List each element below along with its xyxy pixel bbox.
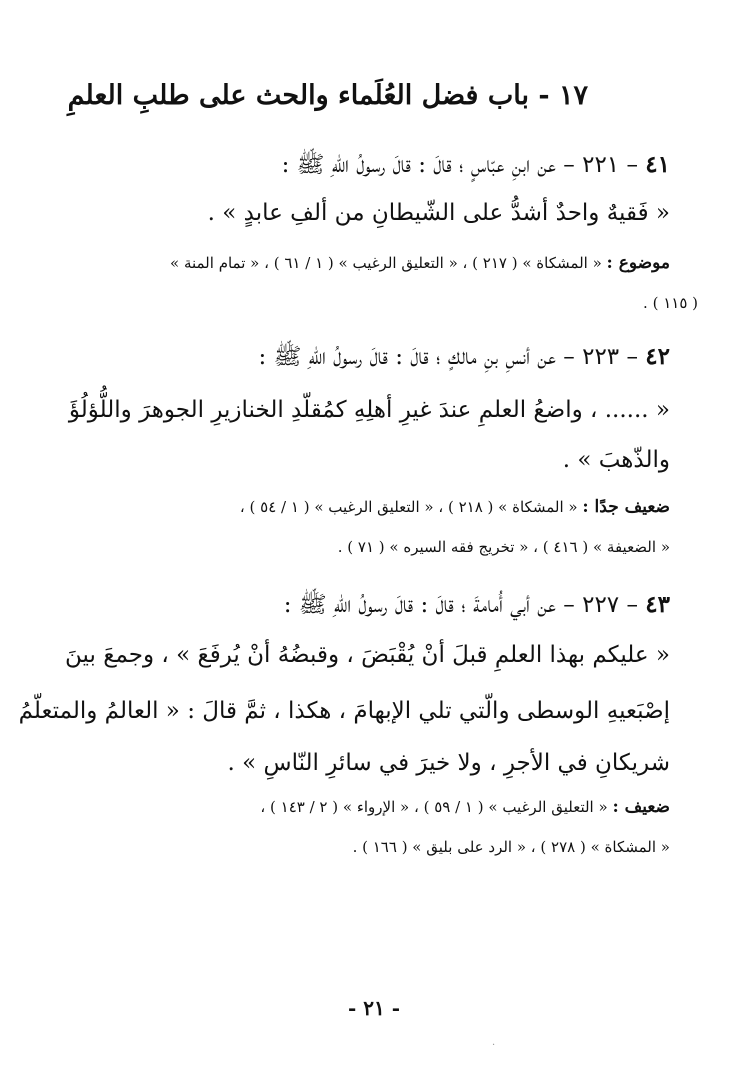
- hadith-42-header: [259, 342, 670, 376]
- hadith-41-header: [282, 150, 670, 184]
- hadith-42-text-line-2: والذّهبَ » .: [562, 447, 670, 473]
- hadith-42-chain: – ٢٢٣ – عن أنسِ بنِ مالكٍ ؛ قالَ : قالَ رسولُ اللّهِ ﷺ :: [258, 344, 638, 370]
- hadith-41-grade-line-1: [170, 253, 670, 273]
- hadith-42-number: ٤٢: [645, 343, 670, 370]
- hadith-41-grade-line-2: . ( ١١٥ ): [643, 294, 698, 312]
- chapter-title: ١٧ - باب فضل العُلَماء والحث على طلبِ العلمِ: [67, 80, 588, 111]
- hadith-43-text-line-2: إصْبَعيهِ الوسطى والّتي تلي الإبهامَ ، هكذا ، ثمَّ قالَ : « العالمُ والمتعلّمُ: [18, 698, 670, 724]
- hadith-43-header: [284, 590, 670, 624]
- hadith-41-grade-label: موضوع :: [606, 253, 670, 273]
- hadith-41-text-line-1: « فَقيهٌ واحدٌ أشدُّ على الشّيطانِ من ألفِ عابدٍ » .: [207, 200, 670, 226]
- hadith-42-grade-label: ضعيف جدًا :: [582, 497, 670, 517]
- hadith-43-number: ٤٣: [645, 591, 670, 618]
- scan-speck: ·: [492, 1040, 496, 1051]
- hadith-42-grade-line-1: [240, 497, 670, 517]
- hadith-43-text-line-1: « عليكم بهذا العلمِ قبلَ أنْ يُقْبَضَ ، وقبضُهُ أنْ يُرفَعَ » ، وجمعَ بينَ: [65, 642, 670, 668]
- hadith-43-text-line-3: شريكانِ في الأجرِ ، ولا خيرَ في سائرِ النّاسِ » .: [227, 750, 670, 776]
- hadith-43-chain: – ٢٢٧ – عن أبي أُمامةَ ؛ قالَ : قالَ رسولُ اللّهِ ﷺ :: [283, 592, 638, 618]
- hadith-43-grade-line-2: « المشكاة » ( ٢٧٨ ) ، « الرد على بليق » ( ١٦٦ ) .: [352, 838, 670, 856]
- hadith-42-text-line-1: « ...... ، واضعُ العلمِ عندَ غيرِ أهلِهِ كمُقلّدِ الخنازيرِ الجوهرَ واللُّؤلُؤَ: [68, 397, 670, 423]
- hadith-41-grade-refs-1: « المشكاة » ( ٢١٧ ) ، « التعليق الرغيب » ( ١ / ٦١ ) ، « تمام المنة »: [170, 254, 602, 272]
- hadith-42-grade-line-2: « الضعيفة » ( ٤١٦ ) ، « تخريج فقه السيره » ( ٧١ ) .: [337, 538, 670, 556]
- hadith-43-grade-refs-1: « التعليق الرغيب » ( ١ / ٥٩ ) ، « الإرواء » ( ٢ / ١٤٣ ) ،: [260, 798, 608, 816]
- hadith-43-grade-line-1: [260, 797, 670, 817]
- hadith-41-number: ٤١: [645, 151, 670, 178]
- hadith-41-chain: – ٢٢١ – عن ابنِ عبّاسٍ ؛ قالَ : قالَ رسولُ اللّهِ ﷺ :: [281, 152, 638, 178]
- hadith-43-grade-label: ضعيف :: [612, 797, 670, 817]
- page-number: - ٢١ -: [347, 996, 400, 1020]
- hadith-42-grade-refs-1: « المشكاة » ( ٢١٨ ) ، « التعليق الرغيب » ( ١ / ٥٤ ) ،: [239, 498, 578, 516]
